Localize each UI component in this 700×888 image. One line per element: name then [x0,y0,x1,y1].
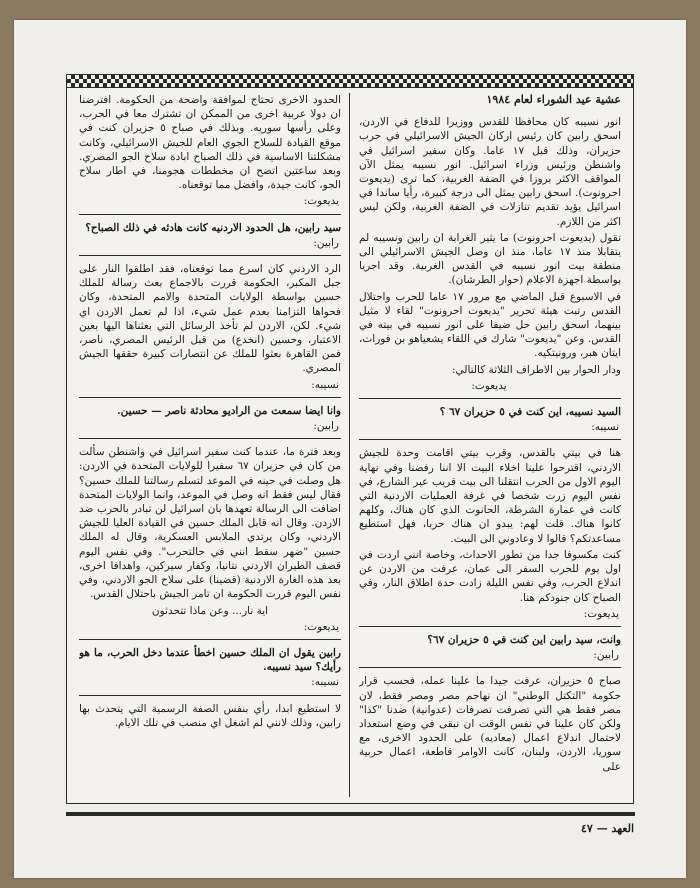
speaker-label: نسيبه: [311,676,339,689]
intro-paragraph-3: في الاسبوع قبل الماضي مع مرور ١٧ عاما للحرب واحتلال القدس رتبت هيئة تحرير "يديعوت احرونوت" لقاء لا مثيل بينهما، اسحق رابين حل ضيفا على انور نسيبه في بيته في القدس. وعن "يديعوت" شارك في اللقاء يشعياهو بن فورات، ايتان هبر، ورونيتكيه. [359,290,621,360]
speaker-label: رابين: [313,420,339,433]
speaker-label: يديعوت: [583,607,619,620]
speaker-label: رابين: [593,649,619,662]
divider [79,255,341,256]
answer-text: كنت مكسوفا جدا من تطور الاحداث، وخاصة انني اردت في اول يوم للحرب السفر الى عمان، عرفت من الاردن عن اندلاع الحرب، وفي نفس الليلة زادت حدة اطلاق النار، وفي الصباح كان جنودكم هنا. [359,548,621,604]
question-text: وانت، سيد رابين اين كنت في ٥ حزيران ٦٧؟ [427,633,621,646]
left-column [79,93,341,797]
divider [359,439,621,440]
divider [79,639,341,640]
divider [79,214,341,215]
decorative-border [67,75,633,88]
answer-text: لا استطيع ابدا، رأي بنفس الصفة الرسمية التي يتحدث بها رابين، وذلك لانني لم اشغل اي منصب في تلك الايام. [79,702,341,729]
article-title: عشية عيد الشوراء لعام ١٩٨٤ [486,93,621,106]
divider [359,667,621,668]
answer-text: صباح ٥ حزيران، عرفت جيدا ما علينا عمله، فحسب قرار حكومة "التكتل الوطني" ان نهاجم مصر ومصر فقط، لان مصر فقط هي التي تصرفت تصرفات (عدوانية) ضدنا "كذا" ولكن كان علينا في نفس الوقت ان نبقى في وضع استعداد لاحتمال اندلاع اعمال (معاديه) على الحدود الاخرى، مع سوريا، الاردن، ولبنان، كانت الاوامر قاطعة، اعمال حربية على [359,675,621,773]
right-column [359,93,621,797]
speaker-label: يديعوت: [303,620,339,633]
divider [79,397,341,398]
speaker-label: نسيبه: [591,421,619,434]
intro-paragraph-4: ودار الحوار بين الاطراف الثلاثة كالتالي: [451,363,621,376]
divider [359,626,621,627]
answer-text: اية نار... وعن ماذا تتحدثون [151,604,269,617]
question-text: سيد رابين، هل الحدود الاردنيه كانت هادئه في ذلك الصباح؟ [85,221,341,234]
divider [79,438,341,439]
question-text: السيد نسيبه، اين كنت في ٥ حزيران ٦٧ ؟ [439,406,621,419]
column-divider [349,93,350,797]
speaker-label: يديعوت: [303,195,339,208]
speaker-label: رابين: [313,236,339,249]
speaker-label: يديعوت: [471,379,507,392]
intro-paragraph-2: تقول (يديعوت احرونوت) ما يثير الغرابة ان رابين ونسيبه لم يتقابلا منذ ١٧ عاما، منذ ان وصل الجيش الاسرائيلي الى منطقة بيت انور نسيبه في القدس الغربية. وقد اجريا بواسطة اجهزة الاعلام (حوار الطرشان). [359,231,621,287]
answer-text: هنا في بيتي بالقدس، وقرب بيتي اقامت وحدة للجيش الاردني، اقترحوا علينا اخلاء البيت الا اننا رفضنا وفي نهاية اليوم الاول من الحرب انتقلنا الى بيت قريب عبر الشارع، في نفس اليوم زرت شخصا في غرفة العمليات الاردنية التي كانت في عمارة الشرطة، الحانوت الذي كان هناك، وكلهم كانوا هناك. قلت لهم: يبدو ان هناك حربا، فهل استطيع مساعدتكم؟ قالوا لا وعادوني الى البيت. [359,447,621,545]
intro-paragraph-1: انور نسيبه كان محافظا للقدس ووزيرا للدفاع في الاردن، اسحق رابين كان رئيس اركان الجيش الاسرائيلي في حرب حزيران، وذلك قبل ١٧ عاما. وكان سفير اسرائيل في واشنطن ورئيس وزراء اسرائيل. انور نسيبه يمثل الآن المواقف الاكثر بروزا في الضفة الغربية، كما ترى (يديعوت احرونوت). اسحق رابين يمثل الى درجة كبيرة، رأيا ساندا في اسرائيل يؤيد تقديم تنازلات في الضفة الغربية، ولكن ليس اكثر من اللازم. [359,116,621,228]
answer-text: وبعد فترة ما، عندما كنت سفير اسرائيل في واشنطن سألت من كان في حزيران ٦٧ سفيرا للولايات المتحدة في الاردن: هل وصلت في حينه في الموعد لتسلم رسالتنا للملك حسين؟ فقال ليس فقط انه وصل في الموعد، وانما الولايات المتحدة اضافت الى الرسالة تعهدها بان اسرائيل لن تبادر بالحرب ضد الاردن. وقال انه قابل الملك حسين في القيادة العليا للجيش الاردني، وكان يرتدي الملابس العسكرية، وقال له الملك حسين "ضهر سقط انني في حالتحرب". وفي نفس اليوم قصف الطيران الاردني نتانيا، وكفار سيركين، واهدافا اخرى، بعد هذه الغارة الاردنية (قضينا) على سلاح الجو الاردني، وفي نفس اليوم قررت الحكومة ان تامر الجيش باحتلال القدس. [79,446,341,601]
divider [79,695,341,696]
question-text: رابين يقول ان الملك حسين اخطأ عندما دخل الحرب، ما هو رأيك؟ سيد نسيبه. [79,646,341,674]
magazine-page [14,20,686,878]
answer-text: الرد الاردني كان اسرع مما توقعناه، فقد اطلقوا النار على جبل المكبر، الحكومة قررت بالاجماع بعث رسالة للملك حسين بواسطة الولايات المتحدة والامم المتحدة، وكان فحواها التزامنا بعدم عمل شيء، اذا لم تعمل الاردن اي شيء. لكن، الاردن لم تأخذ الرسائل التي بعثناها اليها بعين الاعتبار، وحسين (انخدع) من قبل الرئيس المصري، ناصر، فمن القاهرة بعثوا للملك عن انتصارات كبيرة حققها الجيش المصري. [79,263,341,375]
article-frame [66,74,634,804]
continued-paragraph: الحدود الاخرى تحتاج لموافقة واضحة من الحكومة. افترضنا ان دولا عربية اخرى من الممكن ان تشترك معا في الحرب، وعلى رأسها سوريه. وبذلك في صباح ٥ حزيران كنت في موقع القيادة للسلاح الجوي العام للجيش الاسرائيلي، وكانت مشكلتنا الاساسية في ذلك الصباح ابادة سلاح الجو المصري. وبعد ساعتين اتضح ان مخططات هجومنا، في اطار سلاح الجو، كانت جيدة، وافضل مما توقعناه. [79,94,341,192]
footer-rule [66,812,635,816]
question-text: وانا ايضا سمعت من الراديو محادثة ناصر — حسين. [116,404,341,417]
speaker-label: نسيبه: [311,378,339,391]
divider [359,398,621,399]
page-footer: العهد — ٤٧ [580,822,634,835]
